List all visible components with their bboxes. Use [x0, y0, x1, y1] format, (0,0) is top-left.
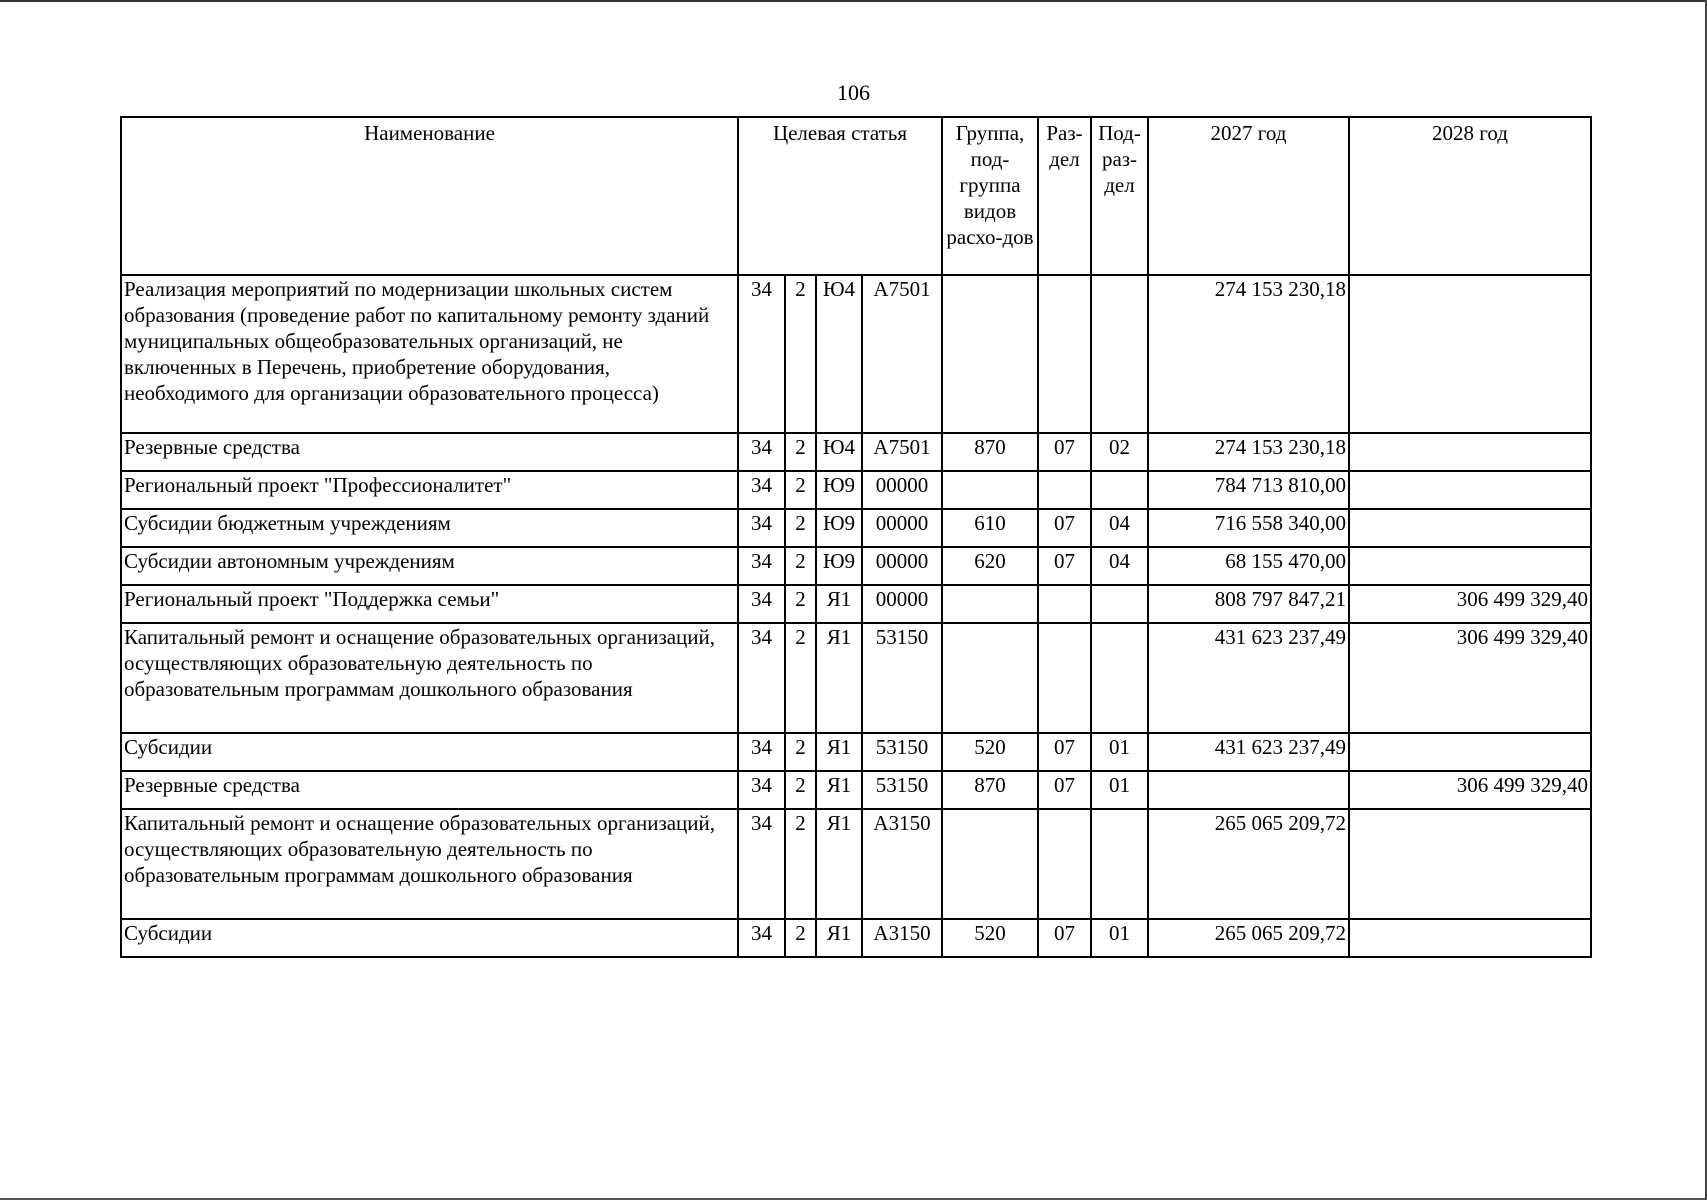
target-code-3-cell: Ю9: [816, 471, 862, 509]
target-code-2-cell: 2: [785, 809, 816, 919]
target-code-1-cell: 34: [738, 585, 785, 623]
amount-2028-cell: [1349, 509, 1591, 547]
table-header-row: [121, 117, 1591, 275]
expense-group-cell: 520: [942, 733, 1038, 771]
expense-group-cell: [942, 809, 1038, 919]
target-code-3-cell: Я1: [816, 809, 862, 919]
section-cell: [1038, 809, 1091, 919]
amount-2027-cell: 68 155 470,00: [1148, 547, 1349, 585]
budget-table: [120, 116, 1592, 958]
expense-group-cell: 520: [942, 919, 1038, 957]
target-code-3-cell: Я1: [816, 585, 862, 623]
amount-2028-cell: [1349, 471, 1591, 509]
target-code-3-cell: Я1: [816, 771, 862, 809]
target-code-4-cell: А3150: [862, 809, 942, 919]
target-code-4-cell: 53150: [862, 733, 942, 771]
target-code-4-cell: 00000: [862, 547, 942, 585]
amount-2027-cell: 784 713 810,00: [1148, 471, 1349, 509]
target-code-4-cell: А7501: [862, 275, 942, 433]
scan-edge-top: [0, 0, 1707, 2]
section-cell: [1038, 585, 1091, 623]
target-code-3-cell: Я1: [816, 919, 862, 957]
row-name-cell: Резервные средства: [121, 433, 738, 471]
target-code-2-cell: 2: [785, 733, 816, 771]
expense-group-cell: [942, 471, 1038, 509]
target-code-2-cell: 2: [785, 471, 816, 509]
target-code-2-cell: 2: [785, 771, 816, 809]
amount-2028-cell: 306 499 329,40: [1349, 585, 1591, 623]
table-row: [121, 771, 1591, 809]
section-cell: [1038, 623, 1091, 733]
amount-2027-cell: 716 558 340,00: [1148, 509, 1349, 547]
subsection-cell: [1091, 623, 1148, 733]
header-target-article: Целевая статья: [738, 117, 942, 275]
table-row: [121, 733, 1591, 771]
amount-2027-cell: 431 623 237,49: [1148, 733, 1349, 771]
table-row: [121, 809, 1591, 919]
expense-group-cell: [942, 585, 1038, 623]
section-cell: 07: [1038, 733, 1091, 771]
expense-group-cell: 870: [942, 771, 1038, 809]
target-code-4-cell: 53150: [862, 771, 942, 809]
amount-2028-cell: [1349, 275, 1591, 433]
target-code-3-cell: Ю4: [816, 433, 862, 471]
table-row: [121, 471, 1591, 509]
row-name-cell: Субсидии: [121, 919, 738, 957]
header-year-2028: 2028 год: [1349, 117, 1591, 275]
header-expense-group: Группа, под-группа видов расхо-дов: [942, 117, 1038, 275]
table-row: [121, 623, 1591, 733]
subsection-cell: 04: [1091, 509, 1148, 547]
target-code-4-cell: 00000: [862, 585, 942, 623]
row-name-cell: Субсидии автономным учреждениям: [121, 547, 738, 585]
row-name-cell: Капитальный ремонт и оснащение образовательных организаций, осуществляющих образовательную деятельность по образовательным программам дошкольного образования: [121, 809, 738, 919]
target-code-1-cell: 34: [738, 275, 785, 433]
expense-group-cell: [942, 275, 1038, 433]
target-code-3-cell: Я1: [816, 733, 862, 771]
expense-group-cell: 610: [942, 509, 1038, 547]
target-code-1-cell: 34: [738, 509, 785, 547]
target-code-2-cell: 2: [785, 919, 816, 957]
target-code-1-cell: 34: [738, 771, 785, 809]
target-code-2-cell: 2: [785, 275, 816, 433]
header-subsection: Под-раз-дел: [1091, 117, 1148, 275]
row-name-cell: Реализация мероприятий по модернизации школьных систем образования (проведение работ по капитальному ремонту зданий муниципальных общеобразовательных организаций, не включенных в Перечень, приобретение оборудования, необходимого для организации образовательного процесса): [121, 275, 738, 433]
section-cell: 07: [1038, 509, 1091, 547]
header-section: Раз-дел: [1038, 117, 1091, 275]
amount-2028-cell: 306 499 329,40: [1349, 771, 1591, 809]
target-code-3-cell: Ю9: [816, 509, 862, 547]
section-cell: 07: [1038, 433, 1091, 471]
row-name-cell: Субсидии: [121, 733, 738, 771]
target-code-1-cell: 34: [738, 623, 785, 733]
target-code-3-cell: Ю4: [816, 275, 862, 433]
amount-2027-cell: 808 797 847,21: [1148, 585, 1349, 623]
row-name-cell: Субсидии бюджетным учреждениям: [121, 509, 738, 547]
expense-group-cell: 620: [942, 547, 1038, 585]
table-row: [121, 919, 1591, 957]
table-row: [121, 433, 1591, 471]
target-code-4-cell: А7501: [862, 433, 942, 471]
subsection-cell: [1091, 809, 1148, 919]
target-code-4-cell: 53150: [862, 623, 942, 733]
expense-group-cell: 870: [942, 433, 1038, 471]
subsection-cell: 04: [1091, 547, 1148, 585]
row-name-cell: Резервные средства: [121, 771, 738, 809]
amount-2027-cell: 265 065 209,72: [1148, 809, 1349, 919]
target-code-1-cell: 34: [738, 433, 785, 471]
section-cell: 07: [1038, 771, 1091, 809]
table-row: [121, 585, 1591, 623]
amount-2028-cell: 306 499 329,40: [1349, 623, 1591, 733]
target-code-4-cell: А3150: [862, 919, 942, 957]
section-cell: 07: [1038, 547, 1091, 585]
amount-2028-cell: [1349, 809, 1591, 919]
amount-2028-cell: [1349, 919, 1591, 957]
subsection-cell: 01: [1091, 733, 1148, 771]
target-code-2-cell: 2: [785, 585, 816, 623]
row-name-cell: Региональный проект "Профессионалитет": [121, 471, 738, 509]
table-row: [121, 509, 1591, 547]
table-row: [121, 547, 1591, 585]
subsection-cell: 01: [1091, 771, 1148, 809]
amount-2027-cell: 274 153 230,18: [1148, 275, 1349, 433]
amount-2027-cell: 431 623 237,49: [1148, 623, 1349, 733]
subsection-cell: 01: [1091, 919, 1148, 957]
target-code-2-cell: 2: [785, 509, 816, 547]
target-code-4-cell: 00000: [862, 471, 942, 509]
target-code-1-cell: 34: [738, 547, 785, 585]
section-cell: [1038, 471, 1091, 509]
subsection-cell: [1091, 275, 1148, 433]
subsection-cell: [1091, 585, 1148, 623]
target-code-3-cell: Я1: [816, 623, 862, 733]
target-code-2-cell: 2: [785, 433, 816, 471]
target-code-2-cell: 2: [785, 623, 816, 733]
target-code-2-cell: 2: [785, 547, 816, 585]
table-row: [121, 275, 1591, 433]
section-cell: 07: [1038, 919, 1091, 957]
header-year-2027: 2027 год: [1148, 117, 1349, 275]
target-code-3-cell: Ю9: [816, 547, 862, 585]
amount-2028-cell: [1349, 733, 1591, 771]
section-cell: [1038, 275, 1091, 433]
expense-group-cell: [942, 623, 1038, 733]
page-number: 106: [837, 80, 870, 105]
row-name-cell: Региональный проект "Поддержка семьи": [121, 585, 738, 623]
amount-2027-cell: [1148, 771, 1349, 809]
target-code-1-cell: 34: [738, 809, 785, 919]
amount-2027-cell: 274 153 230,18: [1148, 433, 1349, 471]
header-name: Наименование: [121, 117, 738, 275]
target-code-1-cell: 34: [738, 919, 785, 957]
row-name-cell: Капитальный ремонт и оснащение образовательных организаций, осуществляющих образовательную деятельность по образовательным программам дошкольного образования: [121, 623, 738, 733]
subsection-cell: 02: [1091, 433, 1148, 471]
amount-2028-cell: [1349, 547, 1591, 585]
target-code-4-cell: 00000: [862, 509, 942, 547]
target-code-1-cell: 34: [738, 733, 785, 771]
amount-2027-cell: 265 065 209,72: [1148, 919, 1349, 957]
amount-2028-cell: [1349, 433, 1591, 471]
target-code-1-cell: 34: [738, 471, 785, 509]
subsection-cell: [1091, 471, 1148, 509]
